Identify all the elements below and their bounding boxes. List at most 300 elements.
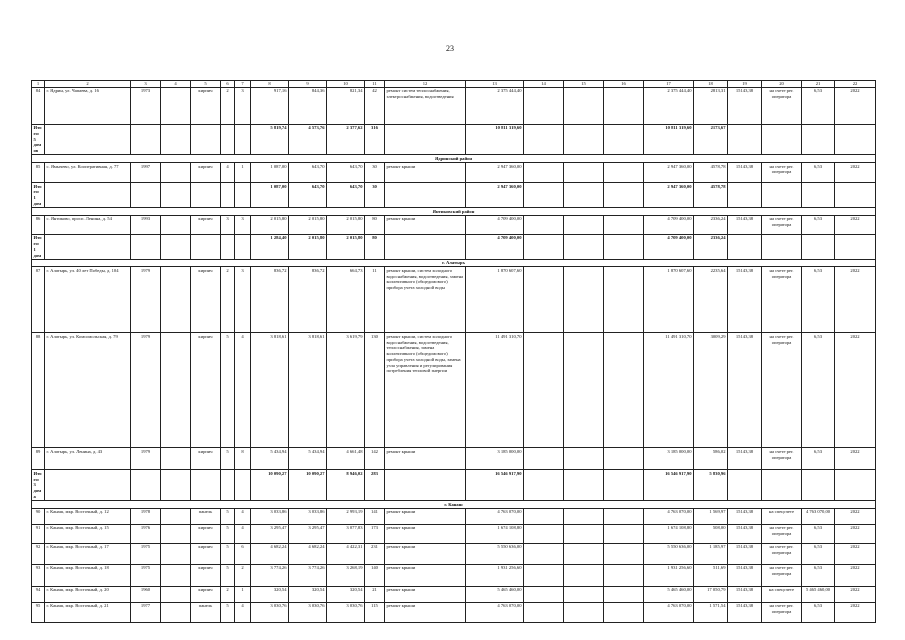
- table-cell: [604, 602, 644, 622]
- table-cell: 6,53: [802, 87, 835, 124]
- table-cell: 84: [32, 87, 45, 124]
- subtotal-cell: [385, 234, 466, 259]
- subtotal-cell: [221, 234, 235, 259]
- table-cell: на спецсчете: [762, 586, 802, 602]
- table-cell: 15143,38: [728, 524, 762, 543]
- table-cell: 508,00: [694, 524, 728, 543]
- column-number: 4: [161, 81, 191, 88]
- table-cell: на счете рег. оператора: [762, 267, 802, 333]
- table-cell: [564, 602, 604, 622]
- table-cell: 320,54: [289, 586, 327, 602]
- table-row: [32, 602, 876, 622]
- table-cell: 2022: [835, 543, 876, 564]
- subtotal-row: [32, 470, 876, 501]
- table-row: [32, 215, 876, 234]
- table-cell: [161, 602, 191, 622]
- table-cell: 1976: [131, 524, 161, 543]
- table-cell: кирпич: [191, 564, 221, 586]
- district-title: г. Канаш: [32, 501, 876, 509]
- subtotal-cell: Итого: 1 дом: [32, 183, 45, 208]
- table-cell: 4: [221, 163, 235, 183]
- column-number: 19: [728, 81, 762, 88]
- table-cell: 4: [235, 333, 251, 448]
- table-cell: 5 434,94: [289, 448, 327, 470]
- subtotal-cell: 643,70: [327, 183, 365, 208]
- table-row: [32, 543, 876, 564]
- subtotal-cell: [161, 234, 191, 259]
- column-number: 18: [694, 81, 728, 88]
- subtotal-cell: [191, 183, 221, 208]
- subtotal-cell: 30: [365, 183, 385, 208]
- table-cell: 86: [32, 215, 45, 234]
- table-cell: 1 931 256,60: [466, 564, 524, 586]
- table-cell: 6,53: [802, 564, 835, 586]
- table-cell: г. Канаш, мкр. Восточный, д. 20: [45, 586, 131, 602]
- column-number: 2: [45, 81, 131, 88]
- subtotal-cell: [762, 183, 802, 208]
- table-cell: [161, 163, 191, 183]
- subtotal-cell: 1 087,00: [251, 183, 289, 208]
- table-row: [32, 448, 876, 470]
- subtotal-cell: 2173,67: [694, 124, 728, 155]
- table-cell: 2 015,80: [327, 215, 365, 234]
- table-cell: 4 682,24: [251, 543, 289, 564]
- table-cell: 2022: [835, 215, 876, 234]
- table-row: [32, 163, 876, 183]
- table-cell: 3 619,79: [327, 333, 365, 448]
- table-cell: 3 818,61: [251, 333, 289, 448]
- subtotal-cell: [564, 183, 604, 208]
- table-row: [32, 586, 876, 602]
- table-cell: 3: [235, 215, 251, 234]
- table-cell: ремонт крыши, систем холодного водоснабжения, водоотведения, замена коллективного (общедомового) прибора учета холодной воды: [385, 267, 466, 333]
- subtotal-cell: [604, 124, 644, 155]
- table-cell: [161, 543, 191, 564]
- table-cell: 3: [235, 87, 251, 124]
- district-title: г. Алатырь: [32, 259, 876, 267]
- table-cell: 3 295,47: [251, 524, 289, 543]
- table-cell: [524, 333, 564, 448]
- table-cell: [564, 586, 604, 602]
- table-cell: 4: [235, 602, 251, 622]
- table-cell: [564, 543, 604, 564]
- table-cell: 6,53: [802, 267, 835, 333]
- table-row: [32, 87, 876, 124]
- subtotal-cell: [835, 183, 876, 208]
- table-cell: 2: [221, 267, 235, 333]
- column-number: 15: [564, 81, 604, 88]
- table-cell: 1978: [131, 508, 161, 524]
- table-cell: ремонт крыши: [385, 215, 466, 234]
- subtotal-cell: [835, 124, 876, 155]
- table-cell: 4 709 400,00: [466, 215, 524, 234]
- table-cell: 1: [235, 163, 251, 183]
- table-cell: 2 993,19: [327, 508, 365, 524]
- table-cell: кирпич: [191, 87, 221, 124]
- table-cell: ремонт крыши: [385, 508, 466, 524]
- subtotal-cell: 2 947 360,00: [644, 183, 694, 208]
- table-cell: кирпич: [191, 333, 221, 448]
- table-cell: г. Канаш, мкр. Восточный, д. 18: [45, 564, 131, 586]
- subtotal-cell: [45, 124, 131, 155]
- subtotal-cell: [235, 470, 251, 501]
- table-cell: 4 661,48: [327, 448, 365, 470]
- district-header-row: [32, 501, 876, 509]
- table-cell: [524, 524, 564, 543]
- subtotal-cell: [385, 124, 466, 155]
- table-cell: 1997: [131, 163, 161, 183]
- table-cell: 3: [235, 267, 251, 333]
- table-cell: 664,73: [327, 267, 365, 333]
- table-cell: 5 434,94: [251, 448, 289, 470]
- table-cell: 140: [365, 564, 385, 586]
- table-cell: 130: [365, 333, 385, 448]
- subtotal-cell: 2 015,80: [327, 234, 365, 259]
- table-cell: г. Алатырь, ул. 40 лет Победы, д. 104: [45, 267, 131, 333]
- table-cell: 5: [221, 543, 235, 564]
- table-cell: [161, 508, 191, 524]
- table-cell: 5: [221, 448, 235, 470]
- table-cell: 836,72: [251, 267, 289, 333]
- table-cell: 2022: [835, 163, 876, 183]
- subtotal-cell: [524, 470, 564, 501]
- table-cell: 5: [221, 564, 235, 586]
- subtotal-cell: 643,70: [289, 183, 327, 208]
- table-cell: 4 682,24: [289, 543, 327, 564]
- table-cell: 30: [365, 163, 385, 183]
- table-cell: 3 774,26: [251, 564, 289, 586]
- table-cell: 4 422,31: [327, 543, 365, 564]
- subtotal-cell: [802, 234, 835, 259]
- column-number: 14: [524, 81, 564, 88]
- district-header-row: [32, 155, 876, 163]
- subtotal-cell: [191, 234, 221, 259]
- table-cell: [604, 524, 644, 543]
- table-cell: 5: [221, 333, 235, 448]
- table-cell: с. Ямычево, ул. Кооперативная, д. 77: [45, 163, 131, 183]
- column-number: 20: [762, 81, 802, 88]
- table-cell: 4 709 400,00: [644, 215, 694, 234]
- subtotal-cell: [604, 470, 644, 501]
- subtotal-cell: [221, 124, 235, 155]
- district-header-row: [32, 208, 876, 216]
- table-cell: [564, 215, 604, 234]
- subtotal-cell: 10 090,27: [289, 470, 327, 501]
- subtotal-cell: 80: [365, 234, 385, 259]
- column-number: 6: [221, 81, 235, 88]
- table-cell: 1 931 256,60: [644, 564, 694, 586]
- subtotal-cell: [835, 470, 876, 501]
- district-title: Янтиковский район: [32, 208, 876, 216]
- table-cell: на счете рег. оператора: [762, 215, 802, 234]
- table-cell: на счете рег. оператора: [762, 602, 802, 622]
- table-cell: [161, 586, 191, 602]
- table-cell: 4 763 070,00: [466, 602, 524, 622]
- table-cell: 6,53: [802, 215, 835, 234]
- table-cell: [524, 543, 564, 564]
- subtotal-cell: 316: [365, 124, 385, 155]
- table-cell: [564, 448, 604, 470]
- table-cell: 15143,38: [728, 508, 762, 524]
- table-cell: [604, 163, 644, 183]
- subtotal-cell: [564, 234, 604, 259]
- table-cell: 2022: [835, 267, 876, 333]
- table-cell: 42: [365, 87, 385, 124]
- table-cell: [161, 448, 191, 470]
- table-cell: 2 375 444,40: [466, 87, 524, 124]
- column-number: 9: [289, 81, 327, 88]
- subtotal-cell: [728, 183, 762, 208]
- table-cell: 6,53: [802, 448, 835, 470]
- page-number: 23: [446, 44, 454, 53]
- table-cell: [524, 163, 564, 183]
- table-cell: [524, 215, 564, 234]
- subtotal-cell: 2 015,80: [289, 234, 327, 259]
- table-cell: [564, 87, 604, 124]
- table-cell: 2813,31: [694, 87, 728, 124]
- table-cell: 5: [221, 508, 235, 524]
- table-cell: кирпич: [191, 267, 221, 333]
- table-cell: 1 870 607,60: [644, 267, 694, 333]
- table-cell: панель: [191, 508, 221, 524]
- table-cell: 320,54: [327, 586, 365, 602]
- table-cell: ремонт крыши, систем холодного водоснабжения, водоотведения, теплоснабжения, замена коллективного (общедомового) прибора учета холодной воды, замена узла управления и регулирования потребления тепловой энергии: [385, 333, 466, 448]
- table-cell: 6,53: [802, 333, 835, 448]
- table-cell: 643,70: [289, 163, 327, 183]
- table-cell: 1 870 607,60: [466, 267, 524, 333]
- subtotal-cell: 16 546 917,90: [466, 470, 524, 501]
- subtotal-cell: [131, 124, 161, 155]
- table-cell: 1979: [131, 448, 161, 470]
- subtotal-cell: [728, 124, 762, 155]
- table-cell: 2022: [835, 87, 876, 124]
- table-cell: [604, 543, 644, 564]
- table-cell: 15143,38: [728, 543, 762, 564]
- table-cell: 3 774,26: [289, 564, 327, 586]
- table-cell: 11 491 310,70: [644, 333, 694, 448]
- table-cell: 15143,38: [728, 333, 762, 448]
- subtotal-cell: 8 946,02: [327, 470, 365, 501]
- subtotal-cell: 4 573,76: [289, 124, 327, 155]
- table-cell: 3 033,86: [251, 508, 289, 524]
- table-cell: 844,36: [289, 87, 327, 124]
- table-cell: 1975: [131, 564, 161, 586]
- table-cell: 2: [235, 564, 251, 586]
- table-cell: [604, 267, 644, 333]
- table-cell: на счете рег. оператора: [762, 524, 802, 543]
- table-cell: 90: [32, 508, 45, 524]
- column-number: 17: [644, 81, 694, 88]
- subtotal-cell: [564, 124, 604, 155]
- table-cell: [564, 524, 604, 543]
- subtotal-cell: 2 947 360,00: [466, 183, 524, 208]
- column-number: 22: [835, 81, 876, 88]
- table-cell: 141: [365, 508, 385, 524]
- table-cell: 4: [235, 508, 251, 524]
- subtotal-row: [32, 124, 876, 155]
- table-cell: 6,53: [802, 602, 835, 622]
- table-cell: 2022: [835, 602, 876, 622]
- table-cell: 11 491 310,70: [466, 333, 524, 448]
- table-cell: 6,53: [802, 543, 835, 564]
- subtotal-cell: 5 819,74: [251, 124, 289, 155]
- table-cell: [524, 564, 564, 586]
- table-row: [32, 524, 876, 543]
- column-number: 5: [191, 81, 221, 88]
- table-cell: 1 569,97: [694, 508, 728, 524]
- table-cell: [604, 87, 644, 124]
- table-cell: г. Канаш, мкр. Восточный, д. 21: [45, 602, 131, 622]
- table-cell: 4 763 070,00: [644, 508, 694, 524]
- table-cell: 3 077,83: [327, 524, 365, 543]
- subtotal-cell: 4 709 400,00: [644, 234, 694, 259]
- table-cell: 15143,38: [728, 586, 762, 602]
- table-cell: 6,53: [802, 524, 835, 543]
- table-cell: 2022: [835, 586, 876, 602]
- table-cell: 21: [365, 586, 385, 602]
- table-cell: 8: [235, 448, 251, 470]
- table-cell: 80: [365, 215, 385, 234]
- table-cell: 3009,29: [694, 333, 728, 448]
- table-cell: 3 818,61: [289, 333, 327, 448]
- table-cell: ремонт систем теплоснабжения, электроснабжения, водоотведения: [385, 87, 466, 124]
- table-cell: 17 050,79: [694, 586, 728, 602]
- table-cell: 2022: [835, 564, 876, 586]
- table-cell: 3 295,47: [289, 524, 327, 543]
- table-cell: 917,16: [251, 87, 289, 124]
- subtotal-cell: [45, 234, 131, 259]
- subtotal-cell: [762, 234, 802, 259]
- table-cell: 2022: [835, 508, 876, 524]
- table-cell: 3 030,76: [327, 602, 365, 622]
- table-cell: 11: [365, 267, 385, 333]
- table-cell: 5 465 460,00: [466, 586, 524, 602]
- table-cell: 4 763 070,00: [802, 508, 835, 524]
- column-number: 3: [131, 81, 161, 88]
- table-cell: 2 015,80: [289, 215, 327, 234]
- subtotal-cell: [45, 470, 131, 501]
- subtotal-cell: 283: [365, 470, 385, 501]
- table-cell: 3 030,76: [289, 602, 327, 622]
- subtotal-cell: 2336,24: [694, 234, 728, 259]
- subtotal-cell: 1 284,40: [251, 234, 289, 259]
- subtotal-cell: 10 090,27: [251, 470, 289, 501]
- table-cell: на счете рег. оператора: [762, 543, 802, 564]
- table-cell: 85: [32, 163, 45, 183]
- table-cell: [161, 524, 191, 543]
- column-number: 11: [365, 81, 385, 88]
- table-cell: ремонт крыши: [385, 586, 466, 602]
- subtotal-cell: 2 377,62: [327, 124, 365, 155]
- subtotal-row: [32, 234, 876, 259]
- table-cell: 5 550 636,00: [466, 543, 524, 564]
- table-cell: 3 185 000,00: [466, 448, 524, 470]
- table-cell: г. Канаш, мкр. Восточный, д. 17: [45, 543, 131, 564]
- subtotal-cell: [802, 470, 835, 501]
- table-cell: кирпич: [191, 215, 221, 234]
- table-cell: 1960: [131, 586, 161, 602]
- subtotal-cell: [161, 470, 191, 501]
- table-cell: 87: [32, 267, 45, 333]
- table-cell: 1973: [131, 87, 161, 124]
- subtotal-cell: [385, 183, 466, 208]
- table-cell: [564, 333, 604, 448]
- table-cell: 1: [235, 586, 251, 602]
- table-cell: 3 030,76: [251, 602, 289, 622]
- table-cell: 15143,38: [728, 215, 762, 234]
- subtotal-cell: [45, 183, 131, 208]
- column-number: 1: [32, 81, 45, 88]
- table-cell: 1979: [131, 333, 161, 448]
- table-cell: кирпич: [191, 448, 221, 470]
- subtotal-cell: [564, 470, 604, 501]
- table-cell: кирпич: [191, 524, 221, 543]
- subtotal-cell: [524, 183, 564, 208]
- table-cell: панель: [191, 602, 221, 622]
- table-cell: г. Канаш, мкр. Восточный, д. 12: [45, 508, 131, 524]
- subtotal-cell: [221, 183, 235, 208]
- table-cell: 4 763 070,00: [644, 602, 694, 622]
- table-cell: 89: [32, 448, 45, 470]
- table-cell: 1975: [131, 543, 161, 564]
- column-number: 7: [235, 81, 251, 88]
- table-cell: 3 033,86: [289, 508, 327, 524]
- table-cell: кирпич: [191, 586, 221, 602]
- table-cell: 2022: [835, 448, 876, 470]
- table-cell: 2: [221, 87, 235, 124]
- table-cell: [161, 564, 191, 586]
- subtotal-cell: [131, 183, 161, 208]
- table-row: [32, 508, 876, 524]
- subtotal-cell: [235, 124, 251, 155]
- table-cell: 511,69: [694, 564, 728, 586]
- table-cell: 173: [365, 524, 385, 543]
- table-cell: 5: [221, 524, 235, 543]
- table-cell: г. Алатырь, ул. Комсомольская, д. 79: [45, 333, 131, 448]
- subtotal-cell: 5 830,96: [694, 470, 728, 501]
- table-cell: 2: [221, 586, 235, 602]
- subtotal-cell: [524, 234, 564, 259]
- table-cell: 1 087,00: [251, 163, 289, 183]
- table-cell: 1979: [131, 267, 161, 333]
- subtotal-cell: [235, 183, 251, 208]
- table-cell: на счете рег. оператора: [762, 448, 802, 470]
- table-cell: [604, 564, 644, 586]
- table-cell: 95: [32, 602, 45, 622]
- table-cell: [604, 508, 644, 524]
- column-number: 13: [466, 81, 524, 88]
- table-cell: 15143,38: [728, 602, 762, 622]
- table-cell: 5: [221, 602, 235, 622]
- subtotal-cell: Итого: 1 дом: [32, 234, 45, 259]
- table-cell: 3: [221, 215, 235, 234]
- table-cell: 6,53: [802, 163, 835, 183]
- subtotal-cell: [762, 124, 802, 155]
- subtotal-cell: [604, 183, 644, 208]
- table-cell: 6: [235, 543, 251, 564]
- subtotal-cell: Итого: 3 дома: [32, 470, 45, 501]
- subtotal-cell: [161, 124, 191, 155]
- table-cell: 1 674 108,80: [644, 524, 694, 543]
- table-cell: 15143,38: [728, 564, 762, 586]
- subtotal-cell: [835, 234, 876, 259]
- table-cell: ремонт крыши: [385, 543, 466, 564]
- table-cell: [524, 602, 564, 622]
- table-cell: [524, 87, 564, 124]
- subtotal-cell: 4578,78: [694, 183, 728, 208]
- table-cell: 1993: [131, 215, 161, 234]
- table-cell: ремонт крыши: [385, 448, 466, 470]
